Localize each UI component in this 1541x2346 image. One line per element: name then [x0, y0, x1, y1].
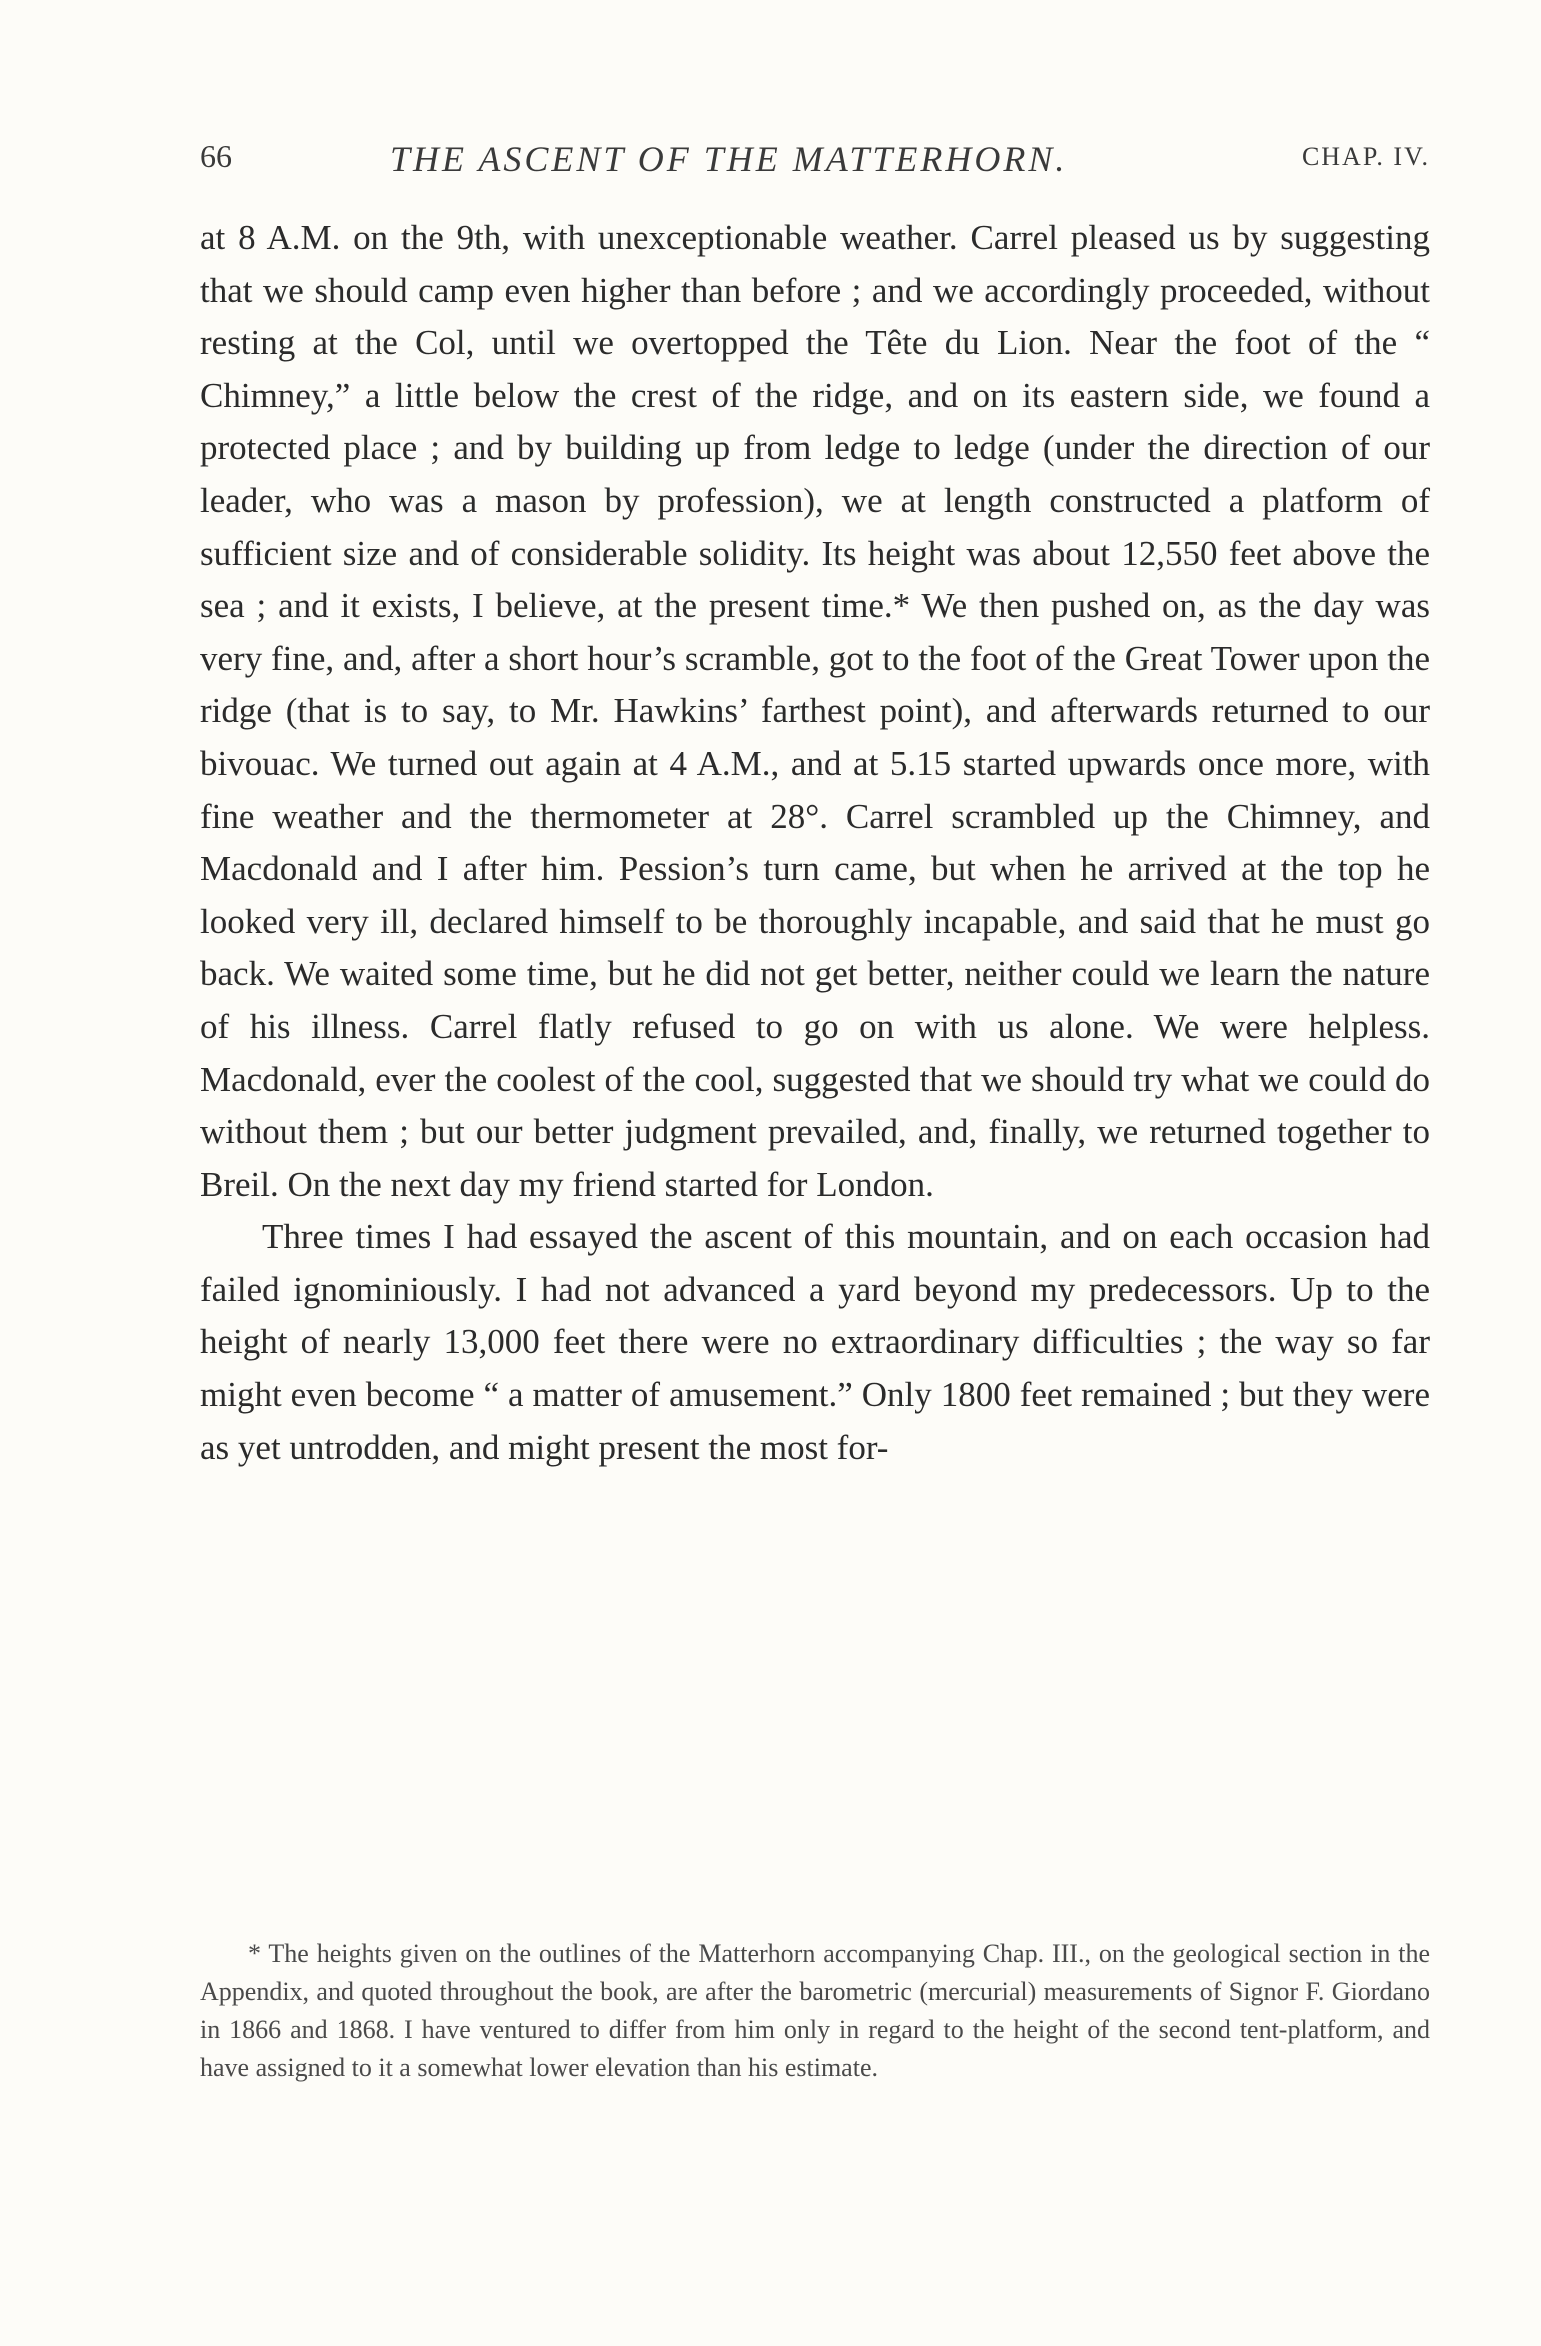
page-number: 66 — [200, 138, 232, 174]
chapter-label: CHAP. IV. — [1301, 142, 1430, 171]
page-header — [200, 138, 1430, 188]
paragraph-2: Three times I had essayed the ascent of this mountain, and on each occasion had failed ignominiously. I had not advanced a yard beyond my predecessors. Up to the height of nearly 13,000 feet there were no extraordinary difficulties ; the way so far might even become “ a matter of amusement.” Only 1800 feet remained ; but they were as yet untrodden, and might present the most for- — [200, 1217, 1430, 1467]
footnote-text: * The heights given on the outlines of the Matterhorn accompanying Chap. III., on the geological section in the Appendix, and quoted throughout the book, are after the barometric (mercurial) measurements of Signor F. Giordano in 1866 and 1868. I have ventured to differ from him only in regard to the height of the second tent-platform, and have assigned to it a somewhat lower elevation than his estimate. — [200, 1939, 1430, 2082]
footnote — [200, 1935, 1430, 2087]
body-text — [200, 212, 1430, 1474]
running-title: THE ASCENT OF THE MATTERHORN. — [390, 139, 1068, 179]
paragraph-1: at 8 A.M. on the 9th, with unexceptionable weather. Carrel pleased us by suggesting that we should camp even higher than before ; and we accordingly proceeded, without resting at the Col, until we overtopped the Tête du Lion. Near the foot of the “ Chimney,” a little below the crest of the ridge, and on its eastern side, we found a protected place ; and by building up from ledge to ledge (under the direction of our leader, who was a mason by profession), we at length constructed a platform of sufficient size and of considerable solidity. Its height was about 12,550 feet above the sea ; and it exists, I believe, at the present time.* We then pushed on, as the day was very fine, and, after a short hour’s scramble, got to the foot of the Great Tower upon the ridge (that is to say, to Mr. Hawkins’ farthest point), and afterwards returned to our bivouac. We turned out again at 4 A.M., and at 5.15 started upwards once more, with fine weather and the thermometer at 28°. Carrel scrambled up the Chimney, and Macdonald and I after him. Pession’s turn came, but when he arrived at the top he looked very ill, declared himself to be thoroughly incapable, and said that he must go back. We waited some time, but he did not get better, neither could we learn the nature of his illness. Carrel flatly refused to go on with us alone. We were helpless. Macdonald, ever the coolest of the cool, suggested that we should try what we could do without them ; but our better judgment prevailed, and, finally, we returned together to Breil. On the next day my friend started for London. — [200, 218, 1430, 1204]
